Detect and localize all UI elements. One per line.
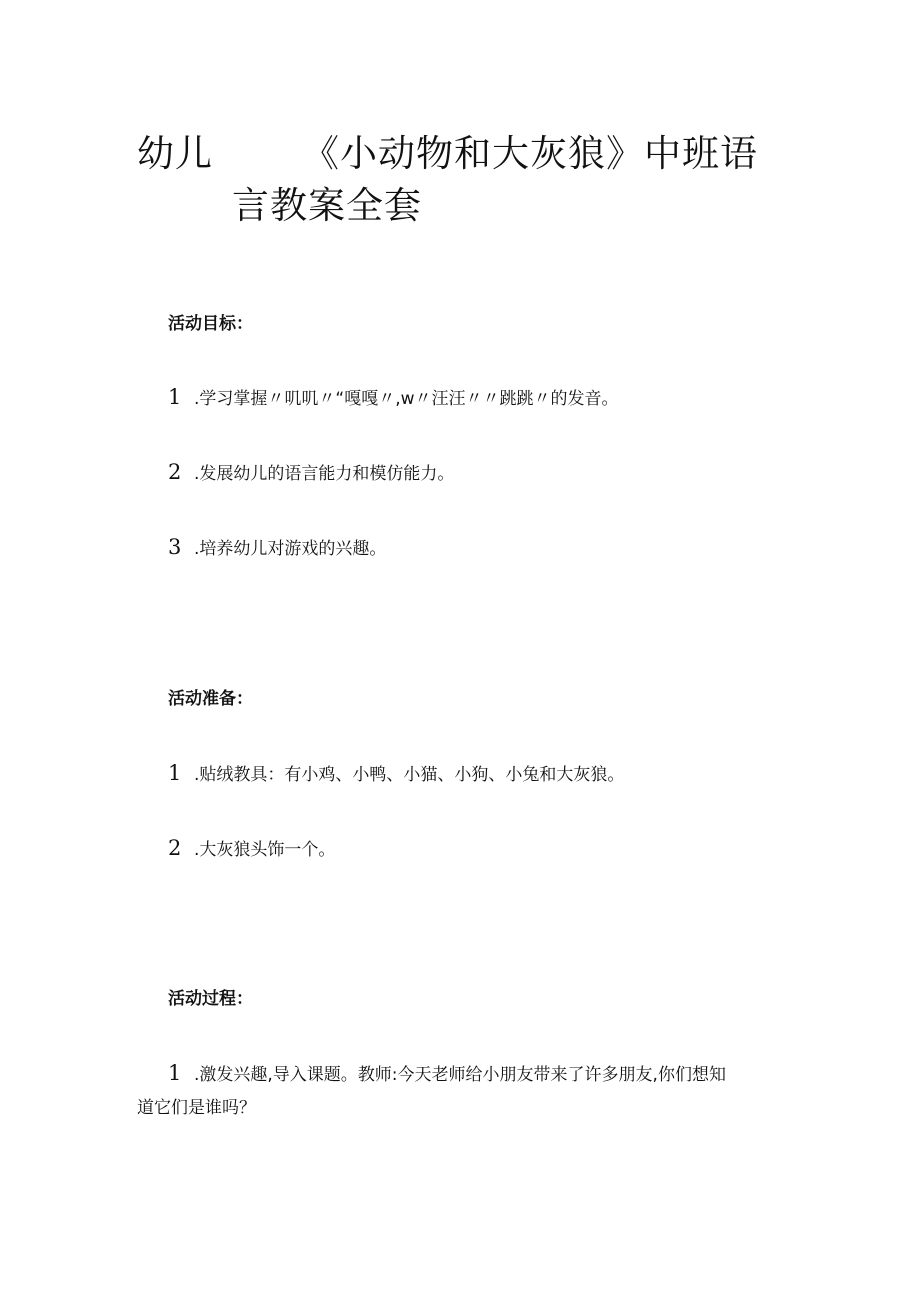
list-text: .学习掌握〃叽叽〃“嘎嘎〃,w〃汪汪〃〃跳跳〃的发音。: [194, 389, 619, 409]
list-text: .培养幼儿对游戏的兴趣。: [194, 539, 387, 559]
section-heading-goals: 活动目标：: [168, 314, 253, 334]
list-number: 1: [168, 385, 182, 409]
list-text: .发展幼儿的语言能力和模仿能力。: [194, 464, 455, 484]
document-title-part-a: 幼儿: [137, 132, 213, 175]
list-text: .贴绒教具：有小鸡、小鸭、小猫、小狗、小兔和大灰狼。: [194, 765, 625, 785]
process-item-1: [168, 1060, 726, 1088]
list-text: .激发兴趣,导入课题。教师:今天老师给小朋友带来了许多朋友,你们想知: [194, 1065, 726, 1085]
list-number: 2: [168, 460, 182, 484]
process-item-1-continuation: 道它们是谁吗？: [137, 1098, 256, 1118]
list-number: 1: [168, 761, 182, 785]
goal-item-2: [168, 459, 454, 487]
section-heading-process: 活动过程：: [168, 989, 253, 1009]
list-number: 1: [168, 1061, 182, 1085]
list-number: 3: [168, 535, 182, 559]
document-title-part-b: 《小动物和大灰狼》中班语: [302, 132, 758, 175]
prep-item-1: [168, 760, 624, 788]
section-heading-preparation: 活动准备：: [168, 689, 253, 709]
goal-item-1: [168, 384, 619, 412]
list-number: 2: [168, 836, 182, 860]
document-title-part-c: 言教案全套: [232, 184, 422, 227]
goal-item-3: [168, 534, 386, 562]
list-text: .大灰狼头饰一个。: [194, 840, 336, 860]
prep-item-2: [168, 835, 335, 863]
